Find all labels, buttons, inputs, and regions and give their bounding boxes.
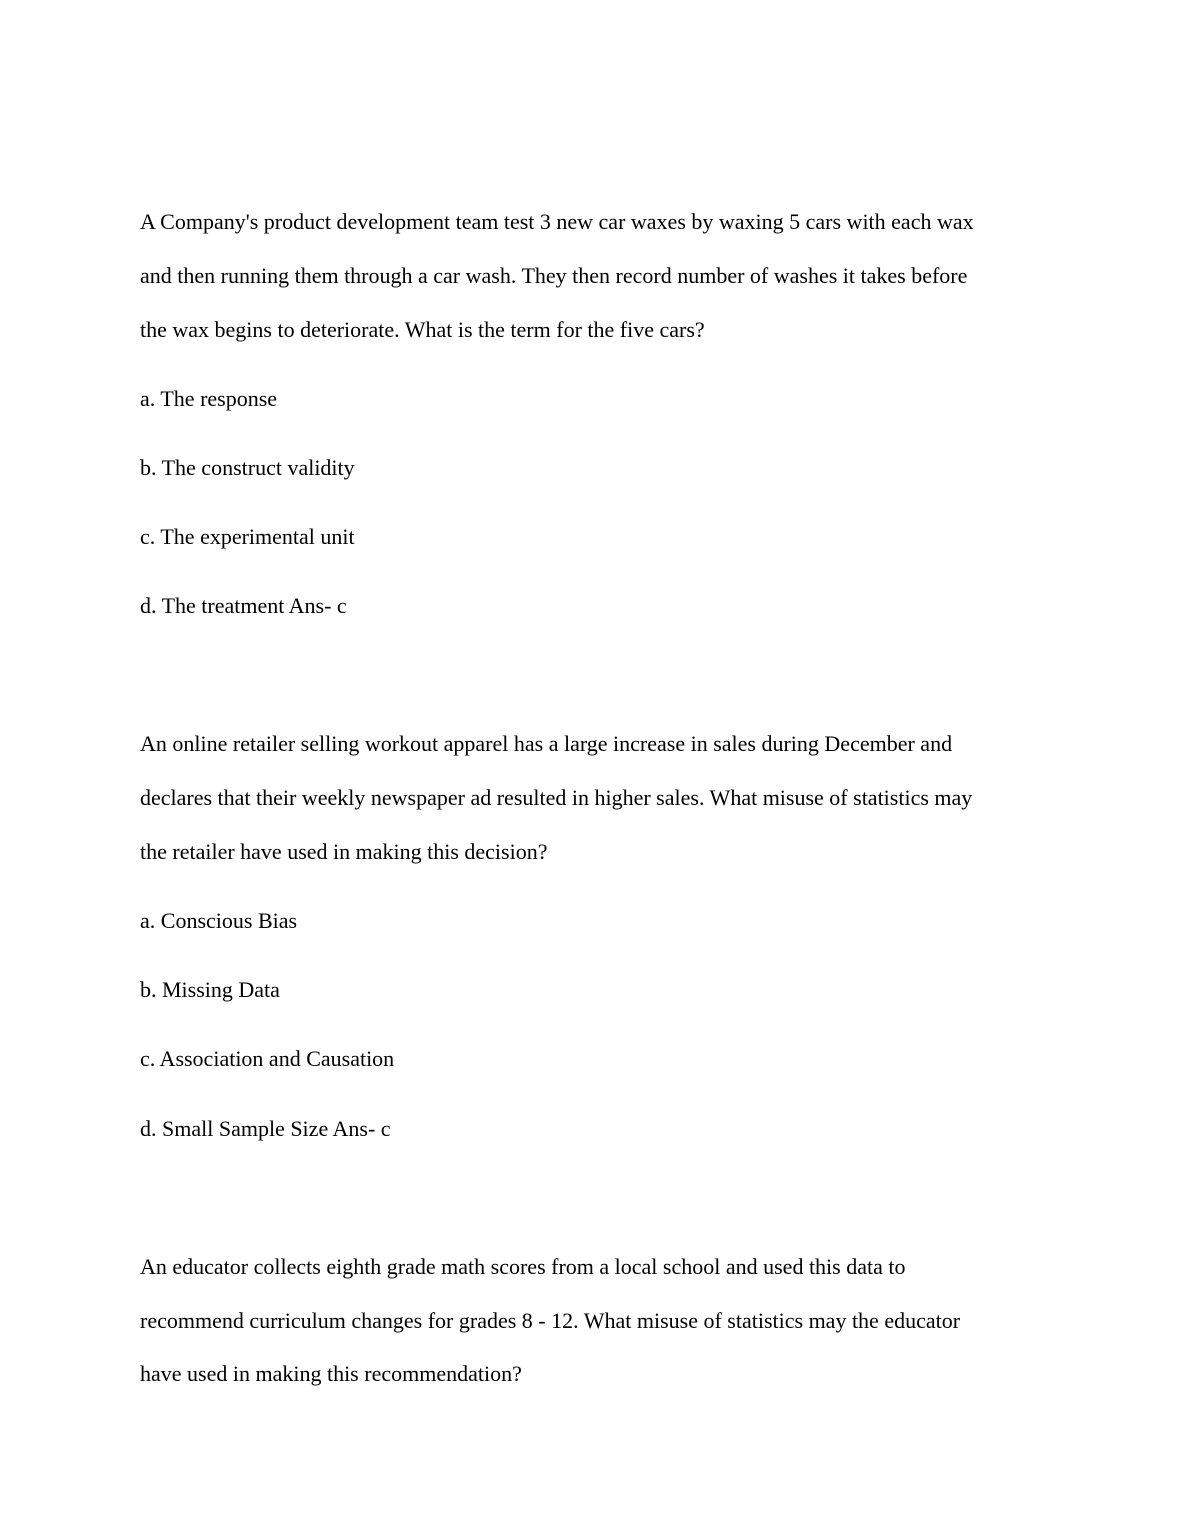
question-2-stem-line-1: An online retailer selling workout apparel has a large increase in sales during December and xyxy=(140,731,953,756)
question-2-stem-line-2: declares that their weekly newspaper ad resulted in higher sales. What misuse of statistics may xyxy=(140,785,973,810)
question-1-option-b: b. The construct validity xyxy=(140,455,355,480)
question-3-stem-line-1: An educator collects eighth grade math scores from a local school and used this data to xyxy=(140,1254,906,1279)
question-1-stem-line-3: the wax begins to deteriorate. What is the term for the five cars? xyxy=(140,317,705,342)
question-3-stem-line-2: recommend curriculum changes for grades 8 - 12. What misuse of statistics may the educator xyxy=(140,1308,961,1333)
question-3-stem-line-3: have used in making this recommendation? xyxy=(140,1361,522,1386)
question-1-option-c: c. The experimental unit xyxy=(140,524,355,549)
question-1-option-a: a. The response xyxy=(140,386,278,411)
question-2-option-a: a. Conscious Bias xyxy=(140,908,298,933)
question-2-option-b: b. Missing Data xyxy=(140,977,280,1002)
question-1-option-d: d. The treatment Ans- c xyxy=(140,593,347,618)
question-2-option-c: c. Association and Causation xyxy=(140,1046,395,1071)
question-1-stem-line-1: A Company's product development team test 3 new car waxes by waxing 5 cars with each wax xyxy=(140,209,974,234)
question-2-stem-line-3: the retailer have used in making this decision? xyxy=(140,839,548,864)
question-1-stem-line-2: and then running them through a car wash. They then record number of washes it takes before xyxy=(140,263,968,288)
question-2-option-d: d. Small Sample Size Ans- c xyxy=(140,1116,391,1141)
